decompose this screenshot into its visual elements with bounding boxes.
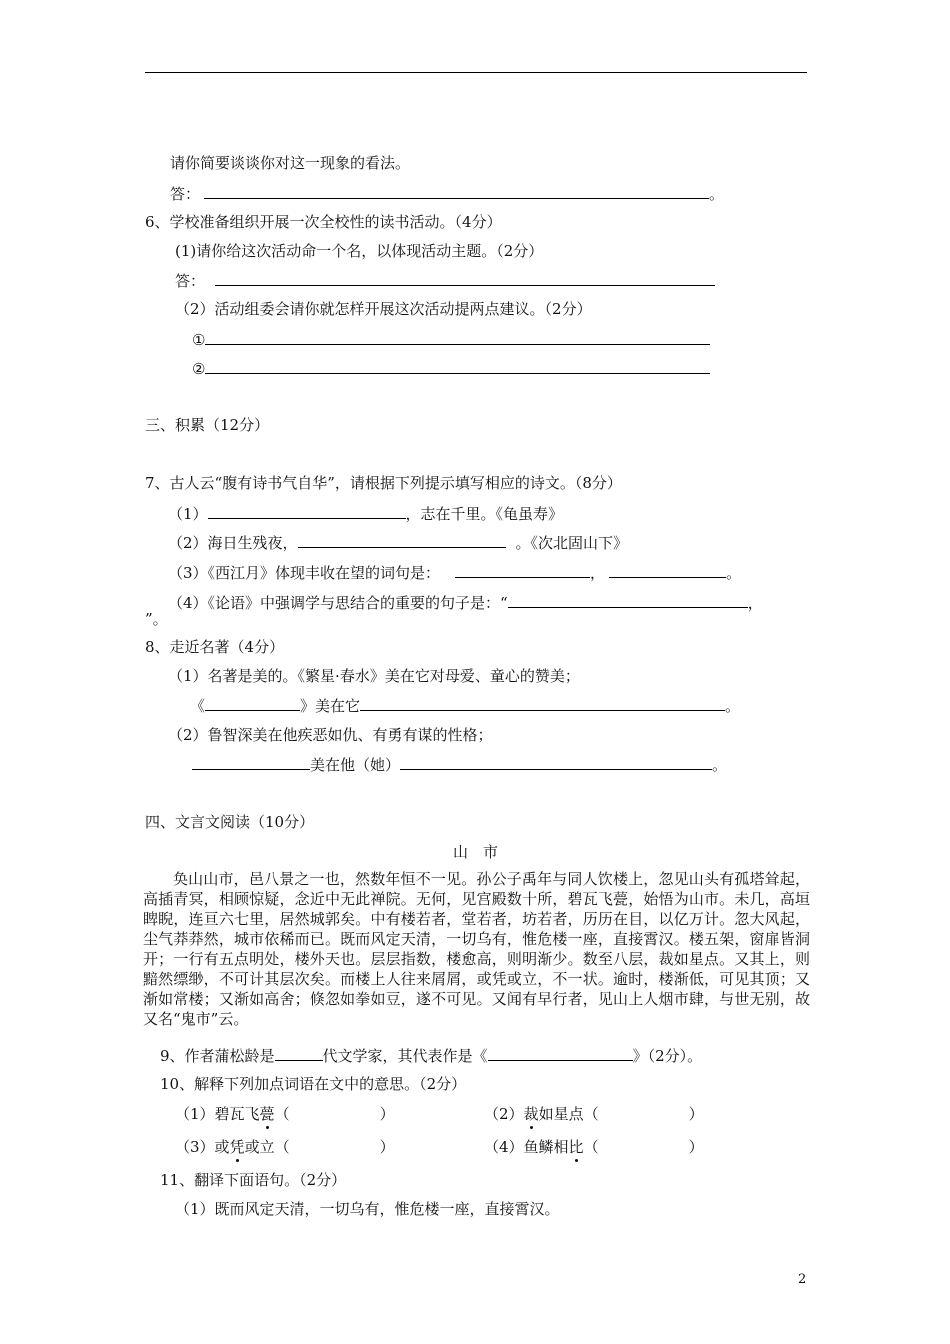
q10-item-a <box>175 1104 395 1124</box>
q9-after: 》（2分）。 <box>632 1047 703 1065</box>
q10-b-answer[interactable]: （ ） <box>583 1105 704 1123</box>
q10-item-d <box>484 1137 704 1157</box>
q5-answer-blank[interactable] <box>204 183 709 199</box>
q7-s4 <box>168 592 763 613</box>
q8-s1: （1）名著是美的。《繁星·春水》美在它对母爱、童心的赞美； <box>168 667 580 685</box>
q10-b-mid: 如星点 <box>538 1105 584 1123</box>
q6-item1-marker: ① <box>192 331 206 349</box>
q7-s1-blank[interactable] <box>208 503 406 519</box>
q10-d-pre: （4）鱼鳞相 <box>484 1138 569 1156</box>
q5-answer-label: 答： <box>170 185 201 203</box>
q5-end: 。 <box>709 185 725 203</box>
q11-title: 11、翻译下面语句。（2分） <box>160 1171 347 1189</box>
q8-s2-end: 。 <box>712 756 728 774</box>
q10-c-mid: 或立 <box>244 1138 275 1156</box>
q7-s2 <box>168 532 628 553</box>
q7-s3-end: 。 <box>726 564 742 582</box>
q10-a-dotted-word: 甍 <box>259 1105 275 1123</box>
q7-s4-comma: ， <box>747 594 763 612</box>
q8-s1-close: 》美在它 <box>300 697 361 715</box>
q7-s4-blank[interactable] <box>508 592 748 608</box>
q7-s1 <box>168 503 563 524</box>
q7-s3-mid: ， <box>590 564 606 582</box>
q6-item1-blank[interactable] <box>205 329 710 345</box>
q6-item1-line <box>192 329 710 350</box>
q10-b-dotted-word: 裁 <box>523 1105 539 1123</box>
section3-heading: 三、积累（12分） <box>145 416 270 434</box>
q8-s1-end: 。 <box>725 697 741 715</box>
q8-s1-reason-blank[interactable] <box>360 695 725 711</box>
q6-sub1-answer-line <box>175 270 715 291</box>
q10-c-dotted-word: 凭 <box>229 1138 245 1156</box>
passage-text: 奂山山市，邑八景之一也，然数年恒不一见。孙公子禹年与同人饮楼上，忽见山头有孤塔耸起，高插青冥，相顾惊疑，念近中无此禅院。无何，见宫殿数十所，碧瓦飞甍，始悟为山市。未几，高垣睥睨，连亘六七里，居然城郭矣。中有楼若者，堂若者，坊若者，历历在目，以亿万计。忽大风起，尘气莽莽然，城市依稀而已。既而风定天清，一切乌有，惟危楼一座，直接霄汉。楼五架，窗扉皆洞开；一行有五点明处，楼外天也。层层指数，楼愈高，则明渐少。数至八层，裁如星点。又其上，则黯然缥缈，不可计其层次矣。而楼上人往来屑屑，或凭或立，不一状。逾时，楼渐低，可见其顶；又渐如常楼；又渐如高舍；倏忽如拳如豆，遂不可见。又闻有早行者，见山上人烟市肆，与世无别，故又名“鬼市”云。 <box>143 870 810 1028</box>
q9-work-blank[interactable] <box>488 1045 633 1061</box>
section4-heading: 四、文言文阅读（10分） <box>145 813 315 831</box>
q8-s2-reason-blank[interactable] <box>400 754 712 770</box>
q9-before: 9、作者蒲松龄是 <box>160 1047 275 1065</box>
q7-s1-after: ，志在千里。《龟虽寿》 <box>405 505 564 523</box>
q6-item2-blank[interactable] <box>205 358 710 374</box>
q7-s2-blank[interactable] <box>298 532 506 548</box>
q6-title: 6、学校准备组织开展一次全校性的读书活动。（4分） <box>145 213 502 231</box>
q8-s1-book-blank[interactable] <box>205 695 300 711</box>
q7-s2-before: （2）海日生残夜， <box>168 534 298 552</box>
q7-s2-after: 。《次北固山下》 <box>515 534 629 552</box>
passage-title: 山 市 <box>453 843 499 861</box>
q10-a-answer[interactable]: （ ） <box>274 1105 395 1123</box>
q7-s3-before: （3）《西江月》体现丰收在望的词句是： <box>168 564 441 582</box>
q9-dynasty-blank[interactable] <box>275 1045 323 1061</box>
q6-sub1: (1)请你给这次活动命一个名，以体现活动主题。（2分） <box>175 242 544 260</box>
q7-s3-blank1[interactable] <box>455 562 590 578</box>
q6-item2-line <box>192 358 710 379</box>
q8-s2-book-blank[interactable] <box>192 754 310 770</box>
q6-sub1-answer-blank[interactable] <box>215 270 715 286</box>
q8-s2-mid: 美在他（她） <box>310 756 401 774</box>
q11-s1: （1）既而风定天清，一切乌有，惟危楼一座，直接霄汉。 <box>175 1200 560 1218</box>
q7-title: 7、古人云“腹有诗书气自华”，请根据下列提示填写相应的诗文。（8分） <box>145 474 622 492</box>
q9 <box>160 1045 702 1066</box>
q10-d-answer[interactable]: （ ） <box>583 1138 704 1156</box>
q10-c-answer[interactable]: （ ） <box>274 1138 395 1156</box>
header-rule <box>145 72 807 73</box>
q8-title: 8、走近名著（4分） <box>145 638 285 656</box>
q10-a-pre: （1）碧瓦飞 <box>175 1105 260 1123</box>
q7-s3-blank2[interactable] <box>609 562 726 578</box>
q7-s1-num: （1） <box>168 505 208 523</box>
q6-sub1-answer-label: 答： <box>175 272 206 290</box>
q7-s4-end: ”。 <box>145 610 168 628</box>
page-number: 2 <box>798 1272 807 1287</box>
q10-title: 10、解释下列加点词语在文中的意思。（2分） <box>160 1075 467 1093</box>
q10-b-pre: （2） <box>484 1105 524 1123</box>
q10-item-b <box>484 1104 704 1124</box>
q5-answer-line <box>170 183 724 204</box>
q8-s2: （2）鲁智深美在他疾恶如仇、有勇有谋的性格； <box>168 726 493 744</box>
q7-s3 <box>168 562 741 583</box>
q8-s2-answer <box>192 754 727 775</box>
q7-s4-before: （4）《论语》中强调学与思结合的重要的句子是：“ <box>168 594 508 612</box>
q8-s1-answer <box>190 695 740 716</box>
q8-s1-open: 《 <box>190 697 206 715</box>
q6-sub2: （2）活动组委会请你就怎样开展这次活动提两点建议。（2分） <box>175 300 592 318</box>
q10-item-c <box>175 1137 395 1157</box>
q10-d-dotted-word: 比 <box>568 1138 584 1156</box>
q5-prompt: 请你简要谈谈你对这一现象的看法。 <box>170 154 411 172</box>
q9-mid: 代文学家，其代表作是《 <box>322 1047 488 1065</box>
q10-c-pre: （3）或 <box>175 1138 230 1156</box>
q6-item2-marker: ② <box>192 360 206 378</box>
